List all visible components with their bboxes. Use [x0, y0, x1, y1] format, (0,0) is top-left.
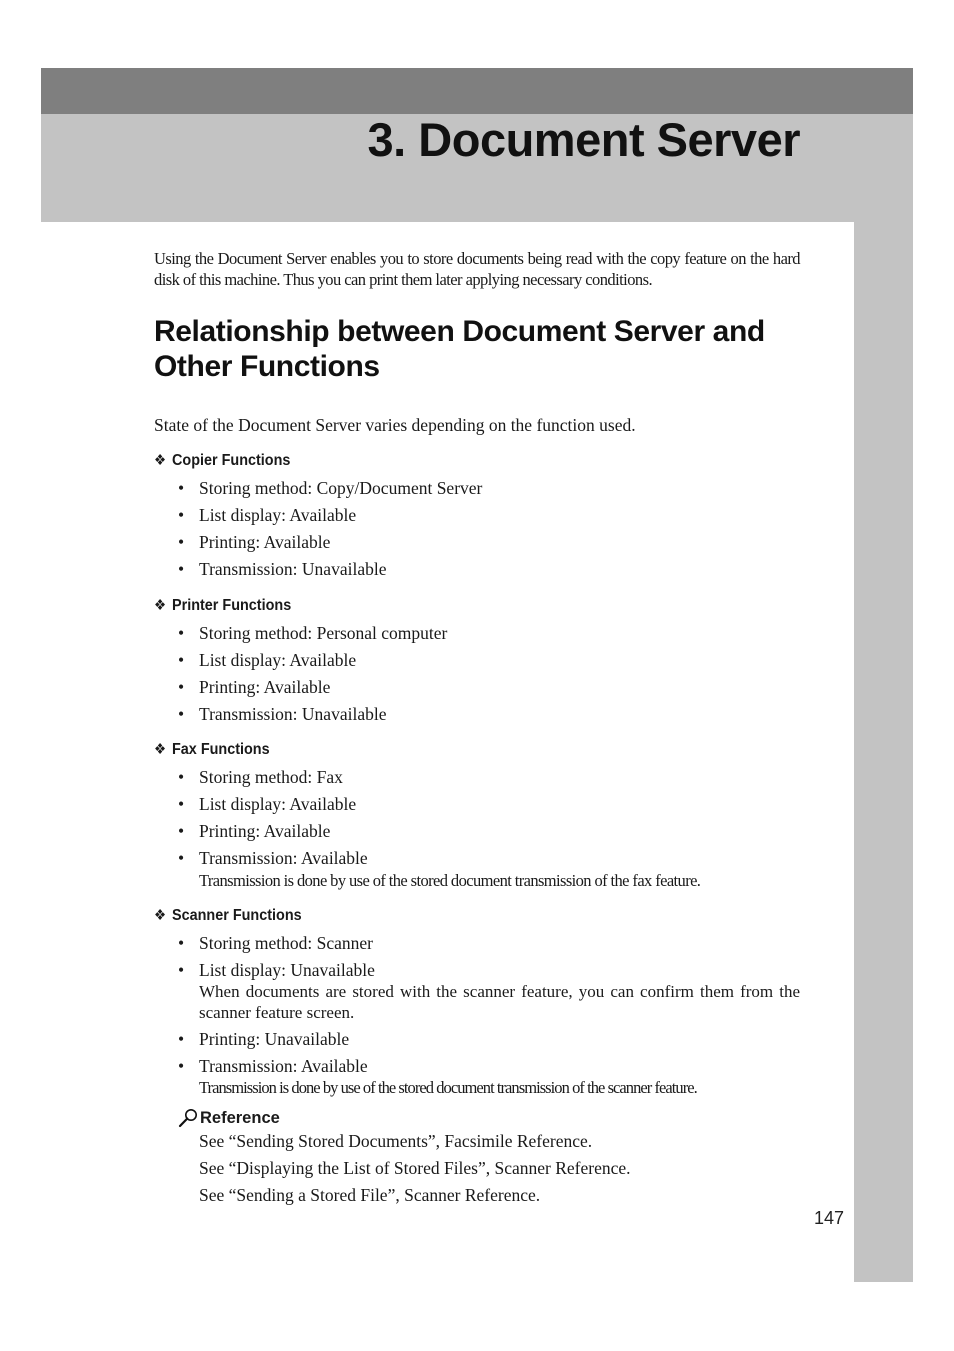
side-tab [854, 222, 913, 1282]
list-item: • Printing: Available [178, 821, 331, 841]
diamond-icon: ❖ [154, 906, 167, 924]
reference-line: See “Sending a Stored File”, Scanner Reference. [199, 1185, 541, 1205]
bullet-icon: • [178, 848, 185, 868]
item-list [154, 478, 800, 581]
list-item: • Storing method: Scanner [178, 932, 374, 953]
list-item: • List display: Available [178, 505, 357, 525]
bullet-icon: • [178, 1028, 185, 1049]
list-item: • Transmission: Unavailable [178, 703, 387, 724]
bullet-icon: • [178, 1055, 185, 1076]
section-lead: State of the Document Server varies depending on the function used. [154, 415, 636, 435]
reference-line: See “Sending Stored Documents”, Facsimile Reference. [199, 1131, 593, 1151]
intro-paragraph: Using the Document Server enables you to store documents being read with the copy feature on the hard disk of this machine. Thus you can print them later applying necessary conditions. [154, 249, 800, 289]
bullet-icon: • [178, 622, 185, 643]
item-note: Transmission is done by use of the stored document transmission of the fax feature. [199, 870, 701, 890]
list-item: • Storing method: Copy/Document Server [178, 478, 483, 498]
item-list [154, 767, 800, 891]
bullet-icon: • [178, 478, 185, 498]
bullet-icon: • [178, 505, 185, 525]
magnifier-icon [178, 1108, 200, 1128]
bullet-icon: • [178, 532, 185, 552]
bullet-icon: • [178, 959, 185, 980]
bullet-icon: • [178, 767, 185, 787]
chapter-title: 3. Document Server [367, 113, 800, 166]
bullet-icon: • [178, 676, 185, 697]
list-item: • Printing: Available [178, 532, 331, 552]
list-item: • List display: Available [178, 794, 357, 814]
diamond-icon: ❖ [154, 596, 167, 614]
list-item: • Printing: Available [178, 676, 331, 697]
group-heading: Printer Functions [172, 596, 292, 614]
reference-line: See “Displaying the List of Stored Files”, Scanner Reference. [199, 1158, 631, 1178]
page-content [154, 248, 800, 1212]
group-heading: Fax Functions [172, 741, 270, 758]
item-list [154, 623, 800, 726]
group-heading: Scanner Functions [172, 906, 302, 924]
page-number: 147 [814, 1208, 845, 1228]
bullet-icon: • [178, 559, 185, 579]
list-item: • List display: Unavailable When documents are stored with the scanner feature, you can confirm them from the scanner feature screen. [178, 959, 800, 1022]
reference-label: Reference [200, 1109, 280, 1127]
printer-functions [154, 595, 800, 726]
list-item: • Storing method: Personal computer [178, 622, 448, 643]
bullet-icon: • [178, 821, 185, 841]
bullet-icon: • [178, 703, 185, 724]
chapter-band-dark [41, 68, 913, 114]
item-note: Transmission is done by use of the stored document transmission of the scanner feature. [199, 1078, 697, 1097]
item-note: When documents are stored with the scanner feature, you can confirm them from the scanner feature screen. [199, 982, 800, 1022]
scanner-functions [154, 905, 800, 1099]
bullet-icon: • [178, 649, 185, 670]
group-heading: Copier Functions [172, 452, 291, 469]
section-title: Relationship between Document Server and Other Functions [154, 315, 765, 383]
diamond-icon: ❖ [154, 741, 167, 758]
diamond-icon: ❖ [154, 452, 167, 469]
list-item: • List display: Available [178, 649, 357, 670]
list-item: • Storing method: Fax [178, 767, 343, 787]
list-item: • Transmission: Unavailable [178, 559, 387, 579]
copier-functions [154, 450, 800, 581]
list-item: • Printing: Unavailable [178, 1028, 350, 1049]
bullet-icon: • [178, 932, 185, 953]
fax-functions [154, 739, 800, 891]
list-item: • Transmission: Available Transmission is done by use of the stored document transmission of the scanner feature. [178, 1056, 800, 1099]
bullet-icon: • [178, 794, 185, 814]
reference-lines [199, 1131, 800, 1207]
reference-block [178, 1108, 800, 1207]
item-list [154, 933, 800, 1099]
list-item: • Transmission: Available Transmission is done by use of the stored document transmission of the fax feature. [178, 848, 800, 891]
